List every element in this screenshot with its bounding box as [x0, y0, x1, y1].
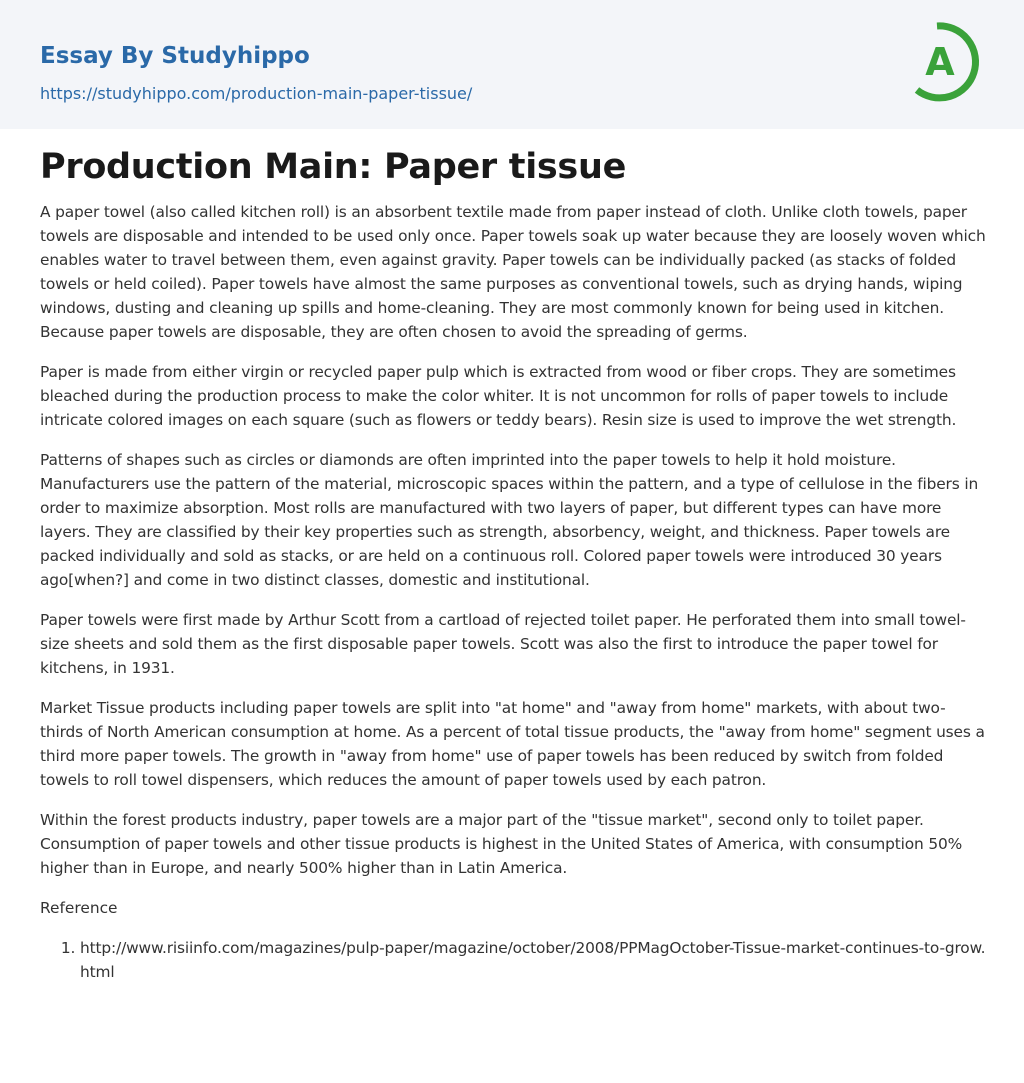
- paragraph-1: A paper towel (also called kitchen roll) is an absorbent textile made from paper instead of cloth. Unlike cloth towels, paper towels are disposable and intended to be used only once. Paper towels soak up water because they are loosely woven which enables water to travel between them, even against gravity. Paper towels can be individually packed (as stacks of folded towels or held coiled). Paper towels have almost the same purposes as conventional towels, such as drying hands, wiping windows, dusting and cleaning up spills and home-cleaning. They are most commonly known for being used in kitchen. Because paper towels are disposable, they are often chosen to avoid the spreading of germs.: [40, 203, 986, 341]
- page-url-link[interactable]: https://studyhippo.com/production-main-paper-tissue/: [40, 84, 473, 103]
- paragraph-6: Within the forest products industry, paper towels are a major part of the "tissue market", second only to toilet paper. Consumption of paper towels and other tissue products is highest in the United States of America, with consumption 50% higher than in Europe, and nearly 500% higher than in Latin America.: [40, 811, 963, 877]
- reference-list: [40, 936, 988, 984]
- paragraph-2: Paper is made from either virgin or recycled paper pulp which is extracted from wood or fiber crops. They are sometimes bleached during the production process to make the color whiter. It is not uncommon for rolls of paper towels to include intricate colored images on each square (such as flowers or teddy bears). Resin size is used to improve the wet strength.: [40, 363, 957, 429]
- studyhippo-logo-icon[interactable]: [910, 18, 988, 106]
- page-title: Production Main: Paper tissue: [40, 147, 627, 187]
- article-body: [40, 140, 988, 984]
- reference-link[interactable]: http://www.risiinfo.com/magazines/pulp-paper/magazine/october/2008/PPMagOctober-Tissue-market-continues-to-grow.html: [80, 939, 986, 981]
- reference-heading: Reference: [40, 899, 118, 917]
- site-header: [0, 0, 1024, 129]
- logo-letter: A: [925, 40, 955, 84]
- paragraph-3: Patterns of shapes such as circles or diamonds are often imprinted into the paper towels to help it hold moisture. Manufacturers use the pattern of the material, microscopic spaces within the pattern, and a type of cellulose in the fibers in order to maximize absorption. Most rolls are manufactured with two layers of paper, but different types can have more layers. They are classified by their key properties such as strength, absorbency, weight, and thickness. Paper towels are packed individually and sold as stacks, or are held on a continuous roll. Colored paper towels were introduced 30 years ago[when?] and come in two distinct classes, domestic and institutional.: [40, 451, 979, 589]
- paragraph-4: Paper towels were first made by Arthur Scott from a cartload of rejected toilet paper. He perforated them into small towel-size sheets and sold them as the first disposable paper towels. Scott was also the first to introduce the paper towel for kitchens, in 1931.: [40, 611, 966, 677]
- site-brand[interactable]: Essay By Studyhippo: [40, 43, 310, 69]
- paragraph-5: Market Tissue products including paper towels are split into "at home" and "away from home" markets, with about two-thirds of North American consumption at home. As a percent of total tissue products, the "away from home" segment uses a third more paper towels. The growth in "away from home" use of paper towels has been reduced by switch from folded towels to roll towel dispensers, which reduces the amount of paper towels used by each patron.: [40, 699, 985, 789]
- reference-item: [80, 936, 988, 984]
